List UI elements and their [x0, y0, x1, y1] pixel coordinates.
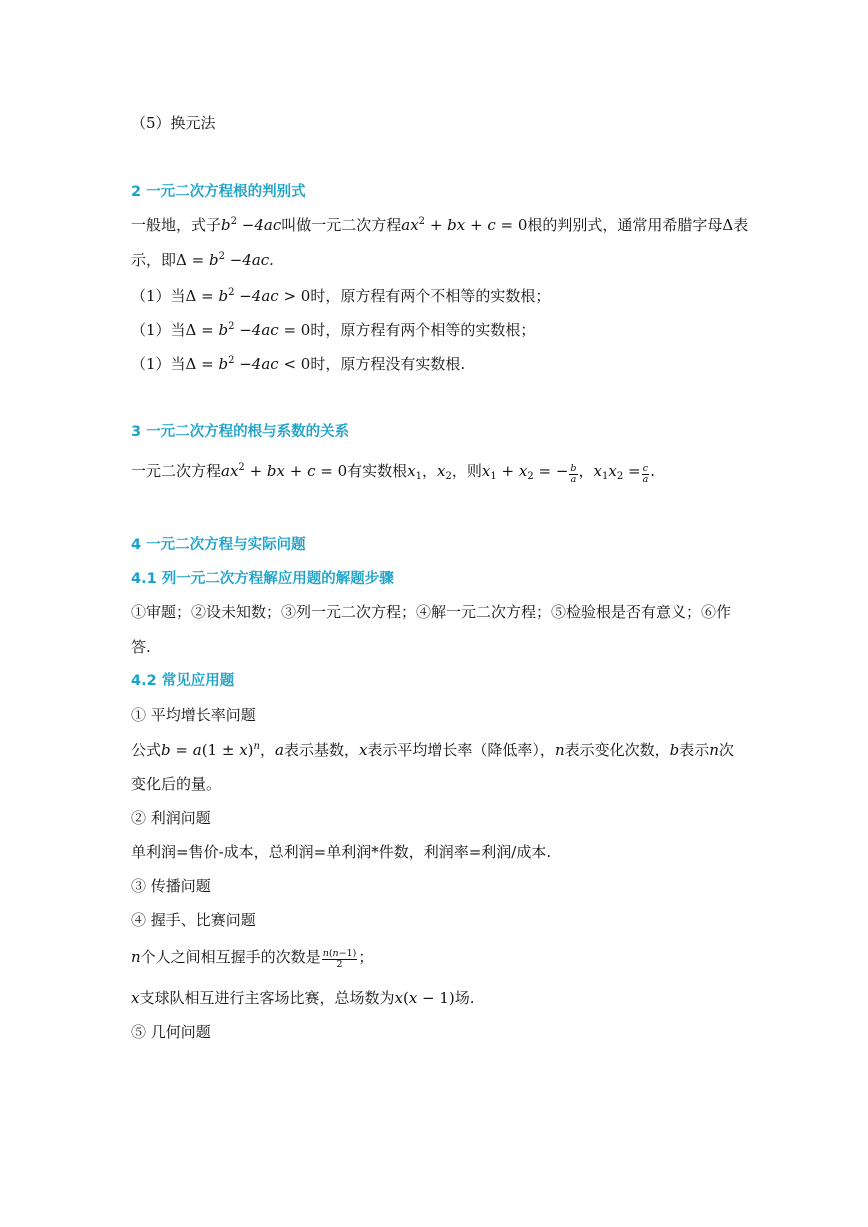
text-line: ①审题；②设未知数；③列一元二次方程；④解一元二次方程；⑤检验根是否有意义；⑥作: [131, 603, 732, 621]
text-line: ③ 传播问题: [131, 877, 211, 895]
subsection-heading: 4.1 列一元二次方程解应用题的解题步骤: [131, 571, 394, 587]
text-line: （1）当$\Delta = b^2 -4ac = 0$时，原方程有两个相等的实数根；: [131, 321, 536, 339]
section-heading: 3 一元二次方程的根与系数的关系: [131, 424, 350, 440]
text-line: ② 利润问题: [131, 809, 211, 827]
text-line: x支球队相互进行主客场比赛，总场数为x(x − 1)场.: [131, 989, 475, 1007]
text-line: 一般地，式子$b^2 -4ac$叫做一元二次方程$ax^2$ + bx + c = 0根的判别式，通常用希腊字母Δ表: [131, 216, 749, 234]
text-line: 一元二次方程$ax^2$ + bx + c = 0有实数根$x_1$，$x_2$，则$x_1 + x_2$ = − $\frac{b}{a}$ ，$x_1x_2$ = $\frac{c}{a}$ .: [131, 462, 656, 485]
text-line: ⑤ 几何问题: [131, 1023, 211, 1041]
text-line: （5）换元法: [131, 114, 216, 132]
text-line: ① 平均增长率问题: [131, 706, 256, 724]
text-line: （1）当$\Delta = b^2 -4ac < 0$时，原方程没有实数根.: [131, 355, 466, 373]
section-heading: 4 一元二次方程与实际问题: [131, 537, 306, 553]
text-line: 公式$b = a(1 \pm x)^n$，a表示基数，x表示平均增长率（降低率），n表示变化次数，b表示n次: [131, 741, 734, 759]
text-line: 示，即$\Delta = b^2 -4ac$.: [131, 251, 274, 269]
text-line: ④ 握手、比赛问题: [131, 911, 256, 929]
text-line: 答.: [131, 638, 151, 656]
text-line: 单利润=售价-成本，总利润=单利润*件数，利润率=利润/成本.: [131, 843, 552, 861]
text-line: （1）当$\Delta = b^2 -4ac > 0$时，原方程有两个不相等的实数根；: [131, 287, 551, 305]
section-heading: 2 一元二次方程根的判别式: [131, 184, 306, 200]
text-line: n个人之间相互握手的次数是 $\frac{n(n-1)}{2}$ ；: [131, 948, 374, 970]
subsection-heading: 4.2 常见应用题: [131, 673, 235, 689]
text-line: 变化后的量。: [131, 775, 222, 793]
